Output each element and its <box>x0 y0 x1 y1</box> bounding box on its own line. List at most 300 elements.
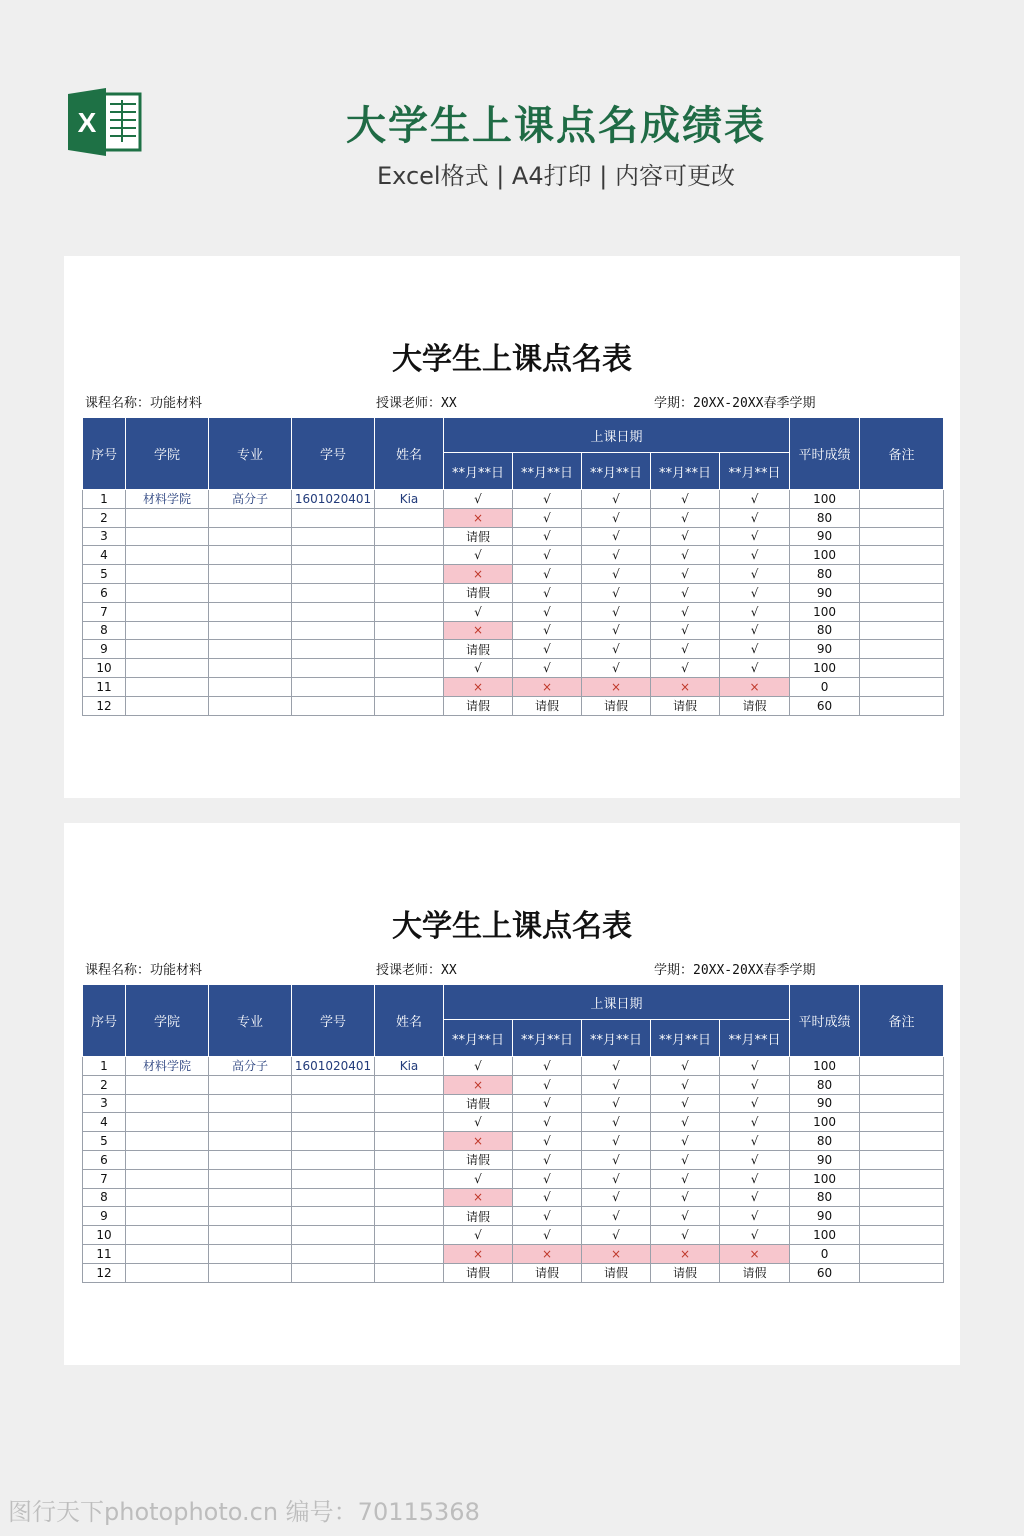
attendance-cell: √ <box>720 1188 790 1207</box>
major-cell <box>209 583 292 602</box>
name-cell <box>375 1075 444 1094</box>
header-note: 备注 <box>860 985 944 1057</box>
table-row <box>83 583 944 602</box>
index-cell: 1 <box>83 1057 126 1076</box>
header-name: 姓名 <box>375 985 444 1057</box>
attendance-cell: √ <box>651 1150 720 1169</box>
table-row <box>83 602 944 621</box>
index-cell: 8 <box>83 621 126 640</box>
index-cell: 7 <box>83 602 126 621</box>
table-row <box>83 546 944 565</box>
student-id-cell <box>292 508 375 527</box>
college-cell <box>126 1188 209 1207</box>
major-cell <box>209 640 292 659</box>
name-cell: Kia <box>375 1057 444 1076</box>
student-id-cell <box>292 1150 375 1169</box>
header-name: 姓名 <box>375 418 444 490</box>
major-cell <box>209 696 292 715</box>
attendance-cell: √ <box>513 1094 582 1113</box>
note-cell <box>860 621 944 640</box>
attendance-cell: 请假 <box>582 1263 651 1282</box>
index-cell: 4 <box>83 546 126 565</box>
attendance-cell: √ <box>720 1132 790 1151</box>
attendance-cell: √ <box>513 1150 582 1169</box>
attendance-cell: √ <box>651 1169 720 1188</box>
header-index: 序号 <box>83 985 126 1057</box>
term-label: 学期：20XX-20XX春季学期 <box>654 396 816 411</box>
name-cell <box>375 508 444 527</box>
header-score: 平时成绩 <box>790 985 860 1057</box>
sheet-title: 大学生上课点名表 <box>392 342 632 377</box>
term-label: 学期：20XX-20XX春季学期 <box>654 963 816 978</box>
student-id-cell <box>292 696 375 715</box>
name-cell <box>375 1226 444 1245</box>
attendance-cell: √ <box>582 1075 651 1094</box>
page-subtitle: Excel格式 | A4打印 | 内容可更改 <box>377 162 735 190</box>
header-date: **月**日 <box>444 1020 513 1057</box>
college-cell <box>126 527 209 546</box>
sheet-title: 大学生上课点名表 <box>392 909 632 944</box>
header-note: 备注 <box>860 418 944 490</box>
note-cell <box>860 1113 944 1132</box>
student-id-cell <box>292 1132 375 1151</box>
attendance-cell: × <box>720 677 790 696</box>
major-cell <box>209 1132 292 1151</box>
attendance-cell: × <box>651 677 720 696</box>
index-cell: 4 <box>83 1113 126 1132</box>
college-cell <box>126 696 209 715</box>
name-cell <box>375 1207 444 1226</box>
table-row <box>83 1263 944 1282</box>
score-cell: 90 <box>790 1207 860 1226</box>
attendance-cell: √ <box>720 659 790 678</box>
attendance-cell: √ <box>582 1150 651 1169</box>
attendance-cell: √ <box>720 1226 790 1245</box>
excel-icon <box>66 86 144 158</box>
student-id-cell <box>292 1094 375 1113</box>
name-cell <box>375 602 444 621</box>
attendance-cell: √ <box>720 508 790 527</box>
attendance-cell: 请假 <box>651 696 720 715</box>
name-cell <box>375 583 444 602</box>
index-cell: 6 <box>83 1150 126 1169</box>
note-cell <box>860 659 944 678</box>
major-cell <box>209 621 292 640</box>
score-cell: 80 <box>790 508 860 527</box>
score-cell: 80 <box>790 1188 860 1207</box>
student-id-cell <box>292 527 375 546</box>
attendance-cell: √ <box>444 1113 513 1132</box>
attendance-sheet-2 <box>64 823 960 1365</box>
header-date: **月**日 <box>513 1020 582 1057</box>
watermark-text: 图行天下photophoto.cn 编号：70115368 <box>8 1498 480 1526</box>
attendance-cell: √ <box>651 621 720 640</box>
note-cell <box>860 1094 944 1113</box>
college-cell: 材料学院 <box>126 1057 209 1076</box>
attendance-cell: 请假 <box>444 527 513 546</box>
college-cell <box>126 1207 209 1226</box>
attendance-cell: √ <box>582 602 651 621</box>
attendance-cell: √ <box>513 1207 582 1226</box>
attendance-cell: √ <box>651 1094 720 1113</box>
attendance-cell: √ <box>651 659 720 678</box>
college-cell <box>126 1113 209 1132</box>
student-id-cell <box>292 1263 375 1282</box>
attendance-cell: 请假 <box>444 583 513 602</box>
major-cell <box>209 659 292 678</box>
college-cell <box>126 621 209 640</box>
name-cell <box>375 527 444 546</box>
note-cell <box>860 1150 944 1169</box>
attendance-cell: √ <box>651 546 720 565</box>
name-cell <box>375 1150 444 1169</box>
name-cell <box>375 621 444 640</box>
attendance-cell: √ <box>582 583 651 602</box>
attendance-cell: √ <box>513 1075 582 1094</box>
college-cell <box>126 677 209 696</box>
attendance-cell: × <box>444 508 513 527</box>
name-cell <box>375 696 444 715</box>
student-id-cell <box>292 621 375 640</box>
header-college: 学院 <box>126 418 209 490</box>
attendance-cell: √ <box>651 1226 720 1245</box>
note-cell <box>860 1263 944 1282</box>
note-cell <box>860 1207 944 1226</box>
attendance-cell: √ <box>582 621 651 640</box>
attendance-cell: √ <box>513 1057 582 1076</box>
name-cell <box>375 640 444 659</box>
score-cell: 90 <box>790 640 860 659</box>
major-cell: 高分子 <box>209 490 292 509</box>
attendance-cell: √ <box>720 565 790 584</box>
table-body <box>83 490 944 716</box>
table-row <box>83 565 944 584</box>
attendance-cell: √ <box>582 1169 651 1188</box>
student-id-cell <box>292 1113 375 1132</box>
attendance-cell: 请假 <box>513 696 582 715</box>
major-cell <box>209 527 292 546</box>
index-cell: 10 <box>83 659 126 678</box>
attendance-cell: × <box>444 1188 513 1207</box>
score-cell: 0 <box>790 1244 860 1263</box>
attendance-cell: √ <box>720 1057 790 1076</box>
score-cell: 90 <box>790 583 860 602</box>
index-cell: 9 <box>83 1207 126 1226</box>
attendance-cell: √ <box>582 508 651 527</box>
index-cell: 7 <box>83 1169 126 1188</box>
table-row <box>83 696 944 715</box>
header-major: 专业 <box>209 985 292 1057</box>
table-row <box>83 1150 944 1169</box>
attendance-cell: √ <box>651 1207 720 1226</box>
major-cell <box>209 508 292 527</box>
student-id-cell: 1601020401 <box>292 490 375 509</box>
teacher-name: 授课老师：XX <box>376 963 457 978</box>
score-cell: 100 <box>790 1226 860 1245</box>
index-cell: 12 <box>83 1263 126 1282</box>
college-cell <box>126 1263 209 1282</box>
college-cell <box>126 1094 209 1113</box>
note-cell <box>860 1075 944 1094</box>
note-cell <box>860 490 944 509</box>
attendance-sheet-1 <box>64 256 960 798</box>
attendance-cell: √ <box>513 659 582 678</box>
page-title: 大学生上课点名成绩表 <box>346 103 766 149</box>
attendance-cell: √ <box>720 583 790 602</box>
name-cell <box>375 565 444 584</box>
index-cell: 8 <box>83 1188 126 1207</box>
index-cell: 11 <box>83 677 126 696</box>
header-date: **月**日 <box>651 453 720 490</box>
score-cell: 80 <box>790 565 860 584</box>
attendance-cell: √ <box>444 1057 513 1076</box>
attendance-cell: √ <box>720 640 790 659</box>
name-cell <box>375 659 444 678</box>
table-row <box>83 640 944 659</box>
header-score: 平时成绩 <box>790 418 860 490</box>
attendance-cell: √ <box>582 546 651 565</box>
note-cell <box>860 602 944 621</box>
student-id-cell <box>292 659 375 678</box>
name-cell <box>375 1113 444 1132</box>
major-cell: 高分子 <box>209 1057 292 1076</box>
table-row <box>83 1169 944 1188</box>
score-cell: 90 <box>790 527 860 546</box>
attendance-cell: √ <box>582 1113 651 1132</box>
name-cell <box>375 546 444 565</box>
attendance-cell: √ <box>513 1188 582 1207</box>
attendance-cell: √ <box>513 640 582 659</box>
table-row <box>83 1207 944 1226</box>
index-cell: 6 <box>83 583 126 602</box>
table-row <box>83 527 944 546</box>
index-cell: 5 <box>83 1132 126 1151</box>
note-cell <box>860 1057 944 1076</box>
header-date: **月**日 <box>720 1020 790 1057</box>
header-student-id: 学号 <box>292 985 375 1057</box>
major-cell <box>209 546 292 565</box>
college-cell <box>126 1244 209 1263</box>
note-cell <box>860 696 944 715</box>
attendance-cell: √ <box>720 1094 790 1113</box>
attendance-cell: √ <box>582 659 651 678</box>
attendance-cell: √ <box>720 1207 790 1226</box>
attendance-cell: 请假 <box>444 696 513 715</box>
course-name: 课程名称：功能材料 <box>85 963 203 978</box>
attendance-cell: 请假 <box>720 1263 790 1282</box>
note-cell <box>860 527 944 546</box>
attendance-cell: × <box>444 621 513 640</box>
student-id-cell <box>292 1207 375 1226</box>
attendance-cell: √ <box>444 1169 513 1188</box>
attendance-cell: √ <box>513 508 582 527</box>
course-name: 课程名称：功能材料 <box>85 396 203 411</box>
header-dates-group: 上课日期 <box>444 418 790 453</box>
attendance-cell: √ <box>651 1132 720 1151</box>
major-cell <box>209 1263 292 1282</box>
attendance-cell: √ <box>582 527 651 546</box>
table-row <box>83 621 944 640</box>
score-cell: 100 <box>790 490 860 509</box>
header-college: 学院 <box>126 985 209 1057</box>
score-cell: 90 <box>790 1094 860 1113</box>
student-id-cell <box>292 583 375 602</box>
teacher-name: 授课老师：XX <box>376 396 457 411</box>
score-cell: 80 <box>790 1132 860 1151</box>
attendance-cell: √ <box>651 565 720 584</box>
major-cell <box>209 602 292 621</box>
attendance-cell: √ <box>720 1113 790 1132</box>
table-row <box>83 659 944 678</box>
attendance-cell: √ <box>651 490 720 509</box>
student-id-cell <box>292 602 375 621</box>
attendance-cell: √ <box>513 527 582 546</box>
major-cell <box>209 1113 292 1132</box>
attendance-cell: 请假 <box>720 696 790 715</box>
table-body <box>83 1057 944 1283</box>
name-cell <box>375 677 444 696</box>
student-id-cell <box>292 1169 375 1188</box>
note-cell <box>860 508 944 527</box>
table-row <box>83 1113 944 1132</box>
college-cell <box>126 1169 209 1188</box>
major-cell <box>209 565 292 584</box>
student-id-cell <box>292 1188 375 1207</box>
score-cell: 0 <box>790 677 860 696</box>
attendance-cell: √ <box>582 1132 651 1151</box>
header-date: **月**日 <box>651 1020 720 1057</box>
student-id-cell: 1601020401 <box>292 1057 375 1076</box>
attendance-cell: √ <box>651 527 720 546</box>
attendance-cell: √ <box>513 1169 582 1188</box>
score-cell: 60 <box>790 696 860 715</box>
attendance-cell: × <box>444 565 513 584</box>
attendance-cell: √ <box>444 490 513 509</box>
major-cell <box>209 1150 292 1169</box>
attendance-cell: × <box>513 677 582 696</box>
attendance-cell: √ <box>513 1226 582 1245</box>
name-cell <box>375 1188 444 1207</box>
table-row <box>83 1244 944 1263</box>
attendance-cell: √ <box>513 1113 582 1132</box>
attendance-cell: √ <box>444 546 513 565</box>
attendance-cell: √ <box>582 1207 651 1226</box>
college-cell <box>126 1132 209 1151</box>
attendance-cell: √ <box>651 640 720 659</box>
table-row <box>83 1188 944 1207</box>
attendance-cell: 请假 <box>582 696 651 715</box>
major-cell <box>209 1207 292 1226</box>
student-id-cell <box>292 640 375 659</box>
college-cell <box>126 1075 209 1094</box>
score-cell: 80 <box>790 621 860 640</box>
college-cell <box>126 1150 209 1169</box>
attendance-cell: × <box>513 1244 582 1263</box>
index-cell: 1 <box>83 490 126 509</box>
student-id-cell <box>292 565 375 584</box>
attendance-cell: √ <box>720 602 790 621</box>
college-cell <box>126 640 209 659</box>
name-cell <box>375 1132 444 1151</box>
index-cell: 3 <box>83 1094 126 1113</box>
score-cell: 100 <box>790 546 860 565</box>
attendance-cell: √ <box>444 602 513 621</box>
attendance-cell: √ <box>582 565 651 584</box>
attendance-cell: √ <box>720 1150 790 1169</box>
attendance-cell: √ <box>582 1188 651 1207</box>
note-cell <box>860 1132 944 1151</box>
attendance-cell: × <box>720 1244 790 1263</box>
attendance-cell: 请假 <box>444 640 513 659</box>
attendance-cell: √ <box>513 546 582 565</box>
table-row <box>83 490 944 509</box>
attendance-cell: √ <box>651 583 720 602</box>
score-cell: 100 <box>790 602 860 621</box>
attendance-cell: √ <box>720 1169 790 1188</box>
header-date: **月**日 <box>444 453 513 490</box>
attendance-cell: √ <box>720 490 790 509</box>
header-student-id: 学号 <box>292 418 375 490</box>
major-cell <box>209 1094 292 1113</box>
attendance-cell: × <box>444 1244 513 1263</box>
index-cell: 12 <box>83 696 126 715</box>
header-date: **月**日 <box>582 453 651 490</box>
note-cell <box>860 1169 944 1188</box>
header-major: 专业 <box>209 418 292 490</box>
note-cell <box>860 640 944 659</box>
note-cell <box>860 1226 944 1245</box>
attendance-cell: × <box>582 677 651 696</box>
attendance-cell: √ <box>582 1226 651 1245</box>
college-cell <box>126 659 209 678</box>
attendance-cell: √ <box>720 546 790 565</box>
index-cell: 9 <box>83 640 126 659</box>
attendance-cell: √ <box>444 1226 513 1245</box>
college-cell <box>126 602 209 621</box>
college-cell <box>126 565 209 584</box>
attendance-cell: 请假 <box>444 1207 513 1226</box>
attendance-cell: 请假 <box>513 1263 582 1282</box>
college-cell <box>126 583 209 602</box>
table-row <box>83 1132 944 1151</box>
attendance-cell: √ <box>651 1057 720 1076</box>
name-cell <box>375 1263 444 1282</box>
header-dates-group: 上课日期 <box>444 985 790 1020</box>
name-cell: Kia <box>375 490 444 509</box>
note-cell <box>860 565 944 584</box>
excel-logo-letter: X <box>77 107 97 138</box>
student-id-cell <box>292 546 375 565</box>
index-cell: 3 <box>83 527 126 546</box>
attendance-cell: √ <box>582 1094 651 1113</box>
attendance-cell: × <box>444 677 513 696</box>
score-cell: 100 <box>790 1169 860 1188</box>
name-cell <box>375 1244 444 1263</box>
table-row <box>83 677 944 696</box>
page-header <box>0 0 1024 230</box>
note-cell <box>860 546 944 565</box>
score-cell: 60 <box>790 1263 860 1282</box>
attendance-cell: √ <box>720 1075 790 1094</box>
attendance-cell: √ <box>720 621 790 640</box>
table-row <box>83 1057 944 1076</box>
header-date: **月**日 <box>582 1020 651 1057</box>
major-cell <box>209 677 292 696</box>
attendance-cell: × <box>651 1244 720 1263</box>
attendance-cell: √ <box>651 1188 720 1207</box>
student-id-cell <box>292 677 375 696</box>
student-id-cell <box>292 1075 375 1094</box>
